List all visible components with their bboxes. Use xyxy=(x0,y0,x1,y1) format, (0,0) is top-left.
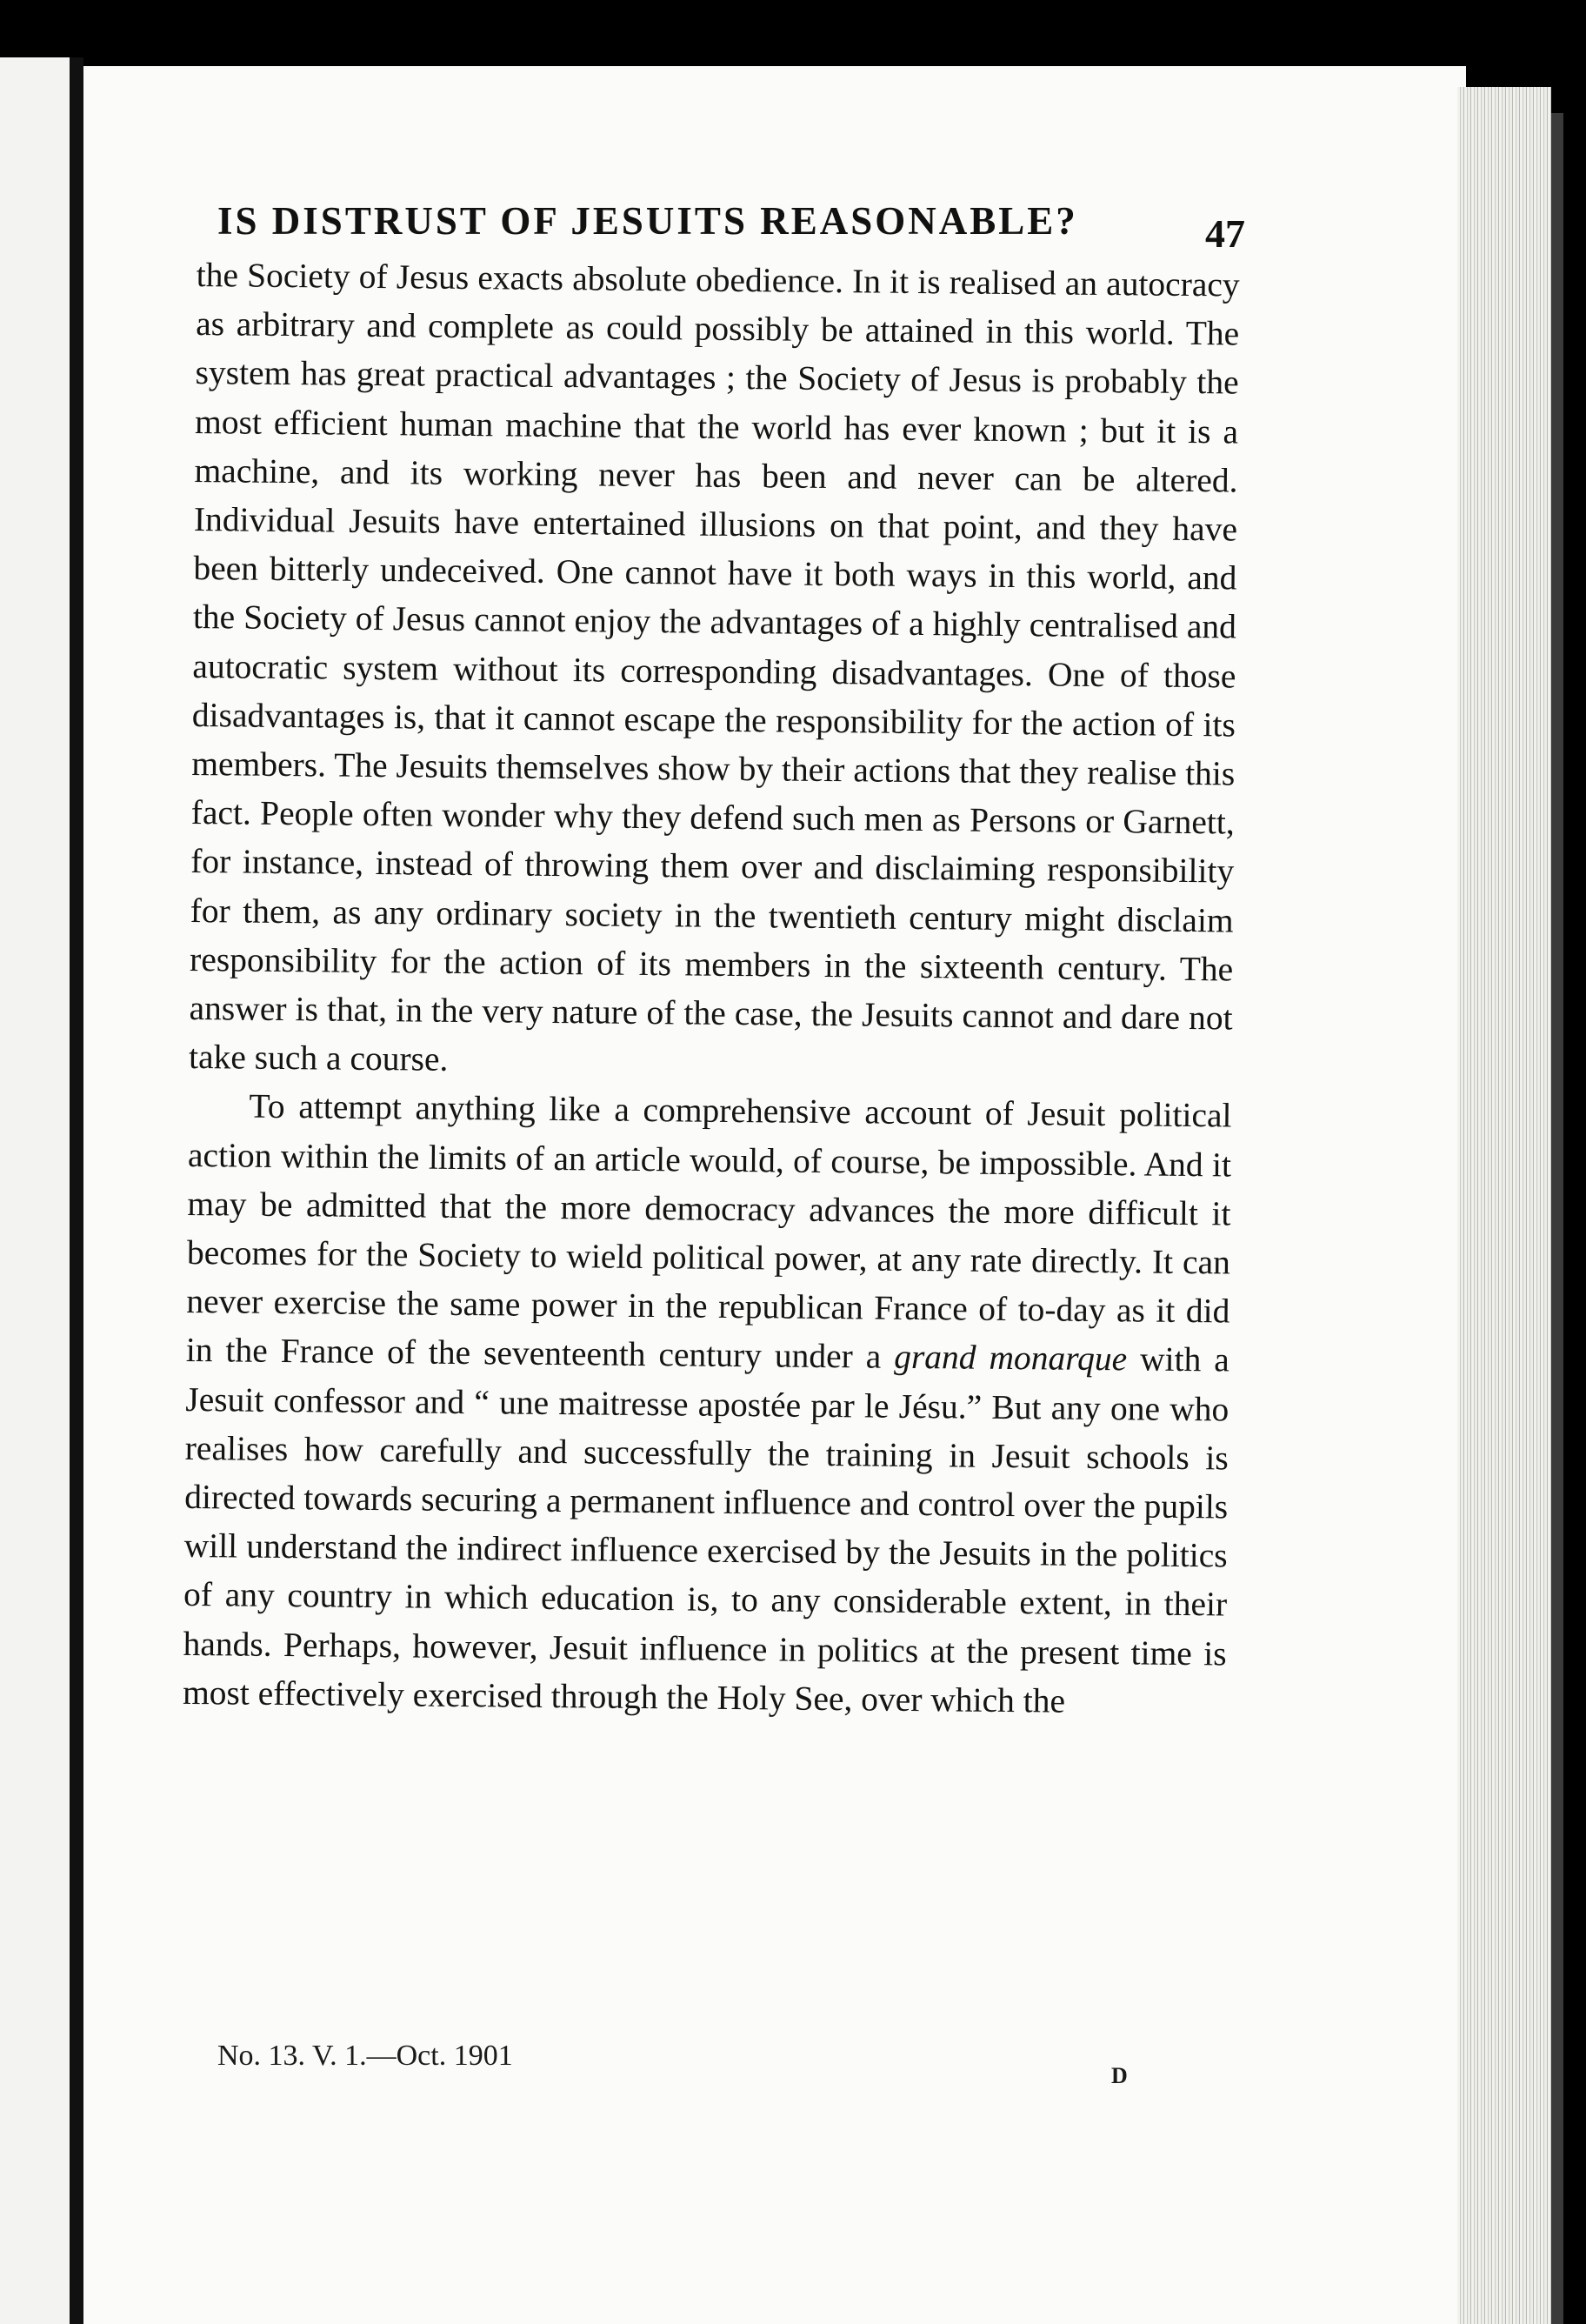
page-stack-shadow xyxy=(1551,113,1563,2324)
italic-phrase: grand monarque xyxy=(893,1338,1128,1379)
paragraph-2 xyxy=(183,1081,1232,1726)
running-title: IS DISTRUST OF JESUITS REASONABLE? xyxy=(217,199,1078,243)
paragraph-1 xyxy=(189,250,1240,1092)
signature-line: No. 13. V. 1.—Oct. 1901 xyxy=(217,2040,513,2072)
facing-page-edge xyxy=(0,57,70,2324)
page-edge-stack xyxy=(1457,87,1551,2324)
paragraph-2-text-end: with a Jesuit confessor and “ une maitresse apostée par le Jésu.” But any one who realises how carefully and successfully the training in Jesuit schools is directed towards securing a permanent influence and control over the pupils will understand the indirect influence exercised by the Jesuits in the politics of any country in which education is, to any considerable extent, in their hands. Perhaps, however, Jesuit influence in politics at the present time is most effectively exercised through the Holy See, over which the xyxy=(182,1339,1230,1720)
page-number: 47 xyxy=(1205,211,1245,256)
signature-letter: D xyxy=(1111,2063,1128,2088)
body-text xyxy=(183,250,1240,1727)
paragraph-1-text: the Society of Jesus exacts absolute obedience. In it is realised an autocracy as arbitrary and complete as could possibly be attained in this world. The system has great practical advantages ; the Society of Jesus is probably the most efficient human machine that the world has ever known ; but it is a machine, and its working never has been and never can be altered. Individual Jesuits have entertained illusions on that point, and they have been bitterly undeceived. One cannot have it both ways in this world, and the Society of Jesus cannot enjoy the advantages of a highly centralised and autocratic system without its corresponding disadvantages. One of those disadvantages is, that it cannot escape the responsibility for the action of its members. The Jesuits themselves show by their actions that they realise this fact. People often wonder why they defend such men as Persons or Garnett, for instance, instead of throwing them over and disclaiming responsibility for them, as any ordinary society in the twentieth century might disclaim responsibility for the action of its members in the sixteenth century. The answer is that, in the very nature of the case, the Jesuits cannot and dare not take such a course. xyxy=(188,255,1240,1079)
paragraph-2-text-start: To attempt anything like a comprehensive account of Jesuit political action within the limits of an article would, of course, be impossible. And it may be admitted that the more democracy advances the more difficult it becomes for the Society to wield political power, at any rate directly. It can never exercise the same power in the republican France of to-day as it did in the France of the seventeenth century under a xyxy=(185,1087,1232,1377)
book-gutter xyxy=(70,57,83,2324)
